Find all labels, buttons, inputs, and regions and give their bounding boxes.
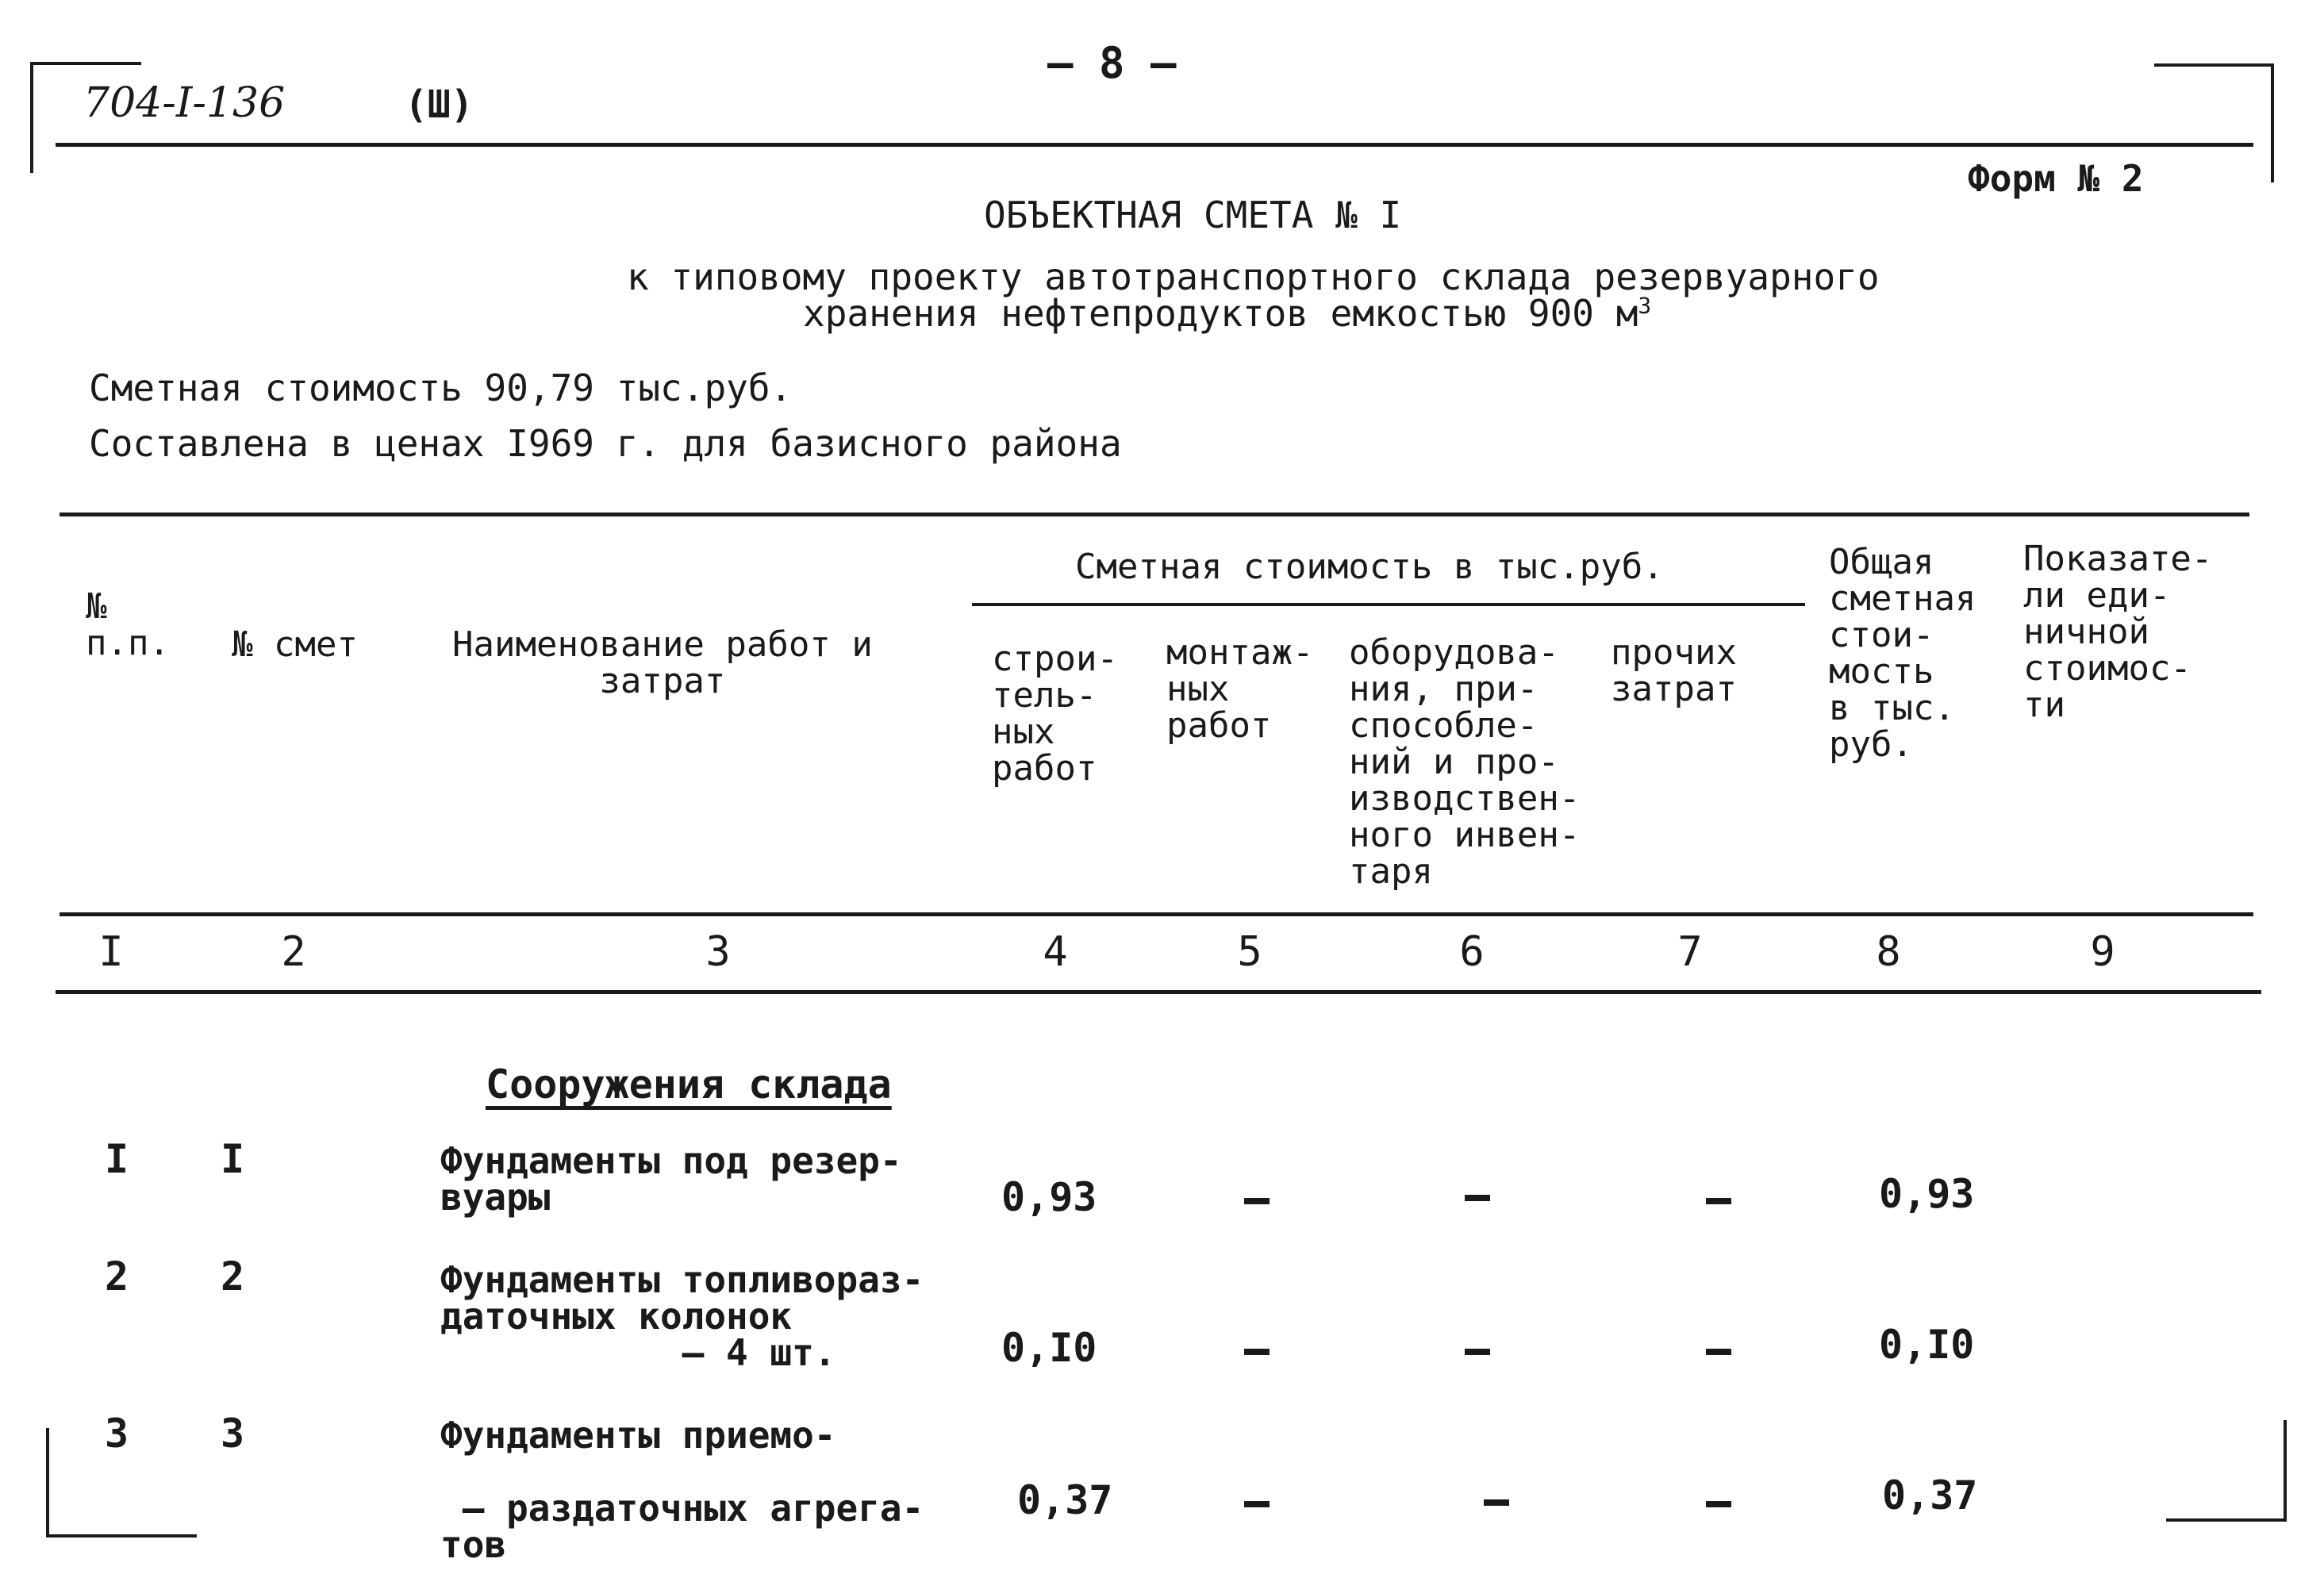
volume-label: (Ш) <box>405 83 474 127</box>
row-equipment-dash <box>1465 1195 1490 1201</box>
header-col2-estimate-number: № смет <box>232 624 358 665</box>
header-col7-other: прочих затрат <box>1611 632 1737 709</box>
row-equipment-dash <box>1465 1349 1490 1355</box>
document-title: ОБЪЕКТНАЯ СМЕТА № I <box>984 194 1402 236</box>
section-title: Сооружения склада <box>486 1061 892 1108</box>
row-construction-cost: 0,I0 <box>1001 1325 1097 1371</box>
header-col5-installation: монтаж- ных работ <box>1166 632 1314 746</box>
row-number: I <box>105 1136 129 1182</box>
subtitle-superscript: 3 <box>1638 292 1652 319</box>
row-total-cost: 0,I0 <box>1879 1322 1975 1368</box>
column-number-5: 5 <box>1237 928 1262 976</box>
frame-bottom-right <box>2166 1518 2287 1522</box>
row-total-cost: 0,37 <box>1882 1472 1978 1518</box>
row-work-name: Фундаменты топливораз- даточных колонок – 4 шт. <box>440 1258 924 1374</box>
column-number-6: 6 <box>1459 928 1485 976</box>
column-number-7: 7 <box>1677 928 1703 976</box>
column-numbers-rule <box>56 990 2261 994</box>
row-equipment-dash <box>1484 1499 1509 1506</box>
row-installation-dash <box>1244 1349 1270 1355</box>
row-estimate-number: 2 <box>221 1253 245 1300</box>
table-top-rule <box>60 513 2249 516</box>
row-estimate-number: I <box>221 1136 245 1182</box>
row-total-cost: 0,93 <box>1879 1171 1975 1217</box>
header-group-rule <box>972 603 1805 606</box>
frame-left-top <box>30 62 33 173</box>
header-group-cost: Сметная стоимость в тыс.руб. <box>1075 547 1664 587</box>
header-col8-total: Общая сметная стои- мость в тыс. руб. <box>1829 542 1976 765</box>
subtitle-text: хранения нефтепродуктов емкостью 900 м <box>803 292 1638 335</box>
document-subtitle-line1: к типовому проекту автотранспортного склада резервуарного <box>627 255 1880 298</box>
document-subtitle-line2 <box>803 292 1651 335</box>
row-other-dash <box>1706 1198 1731 1204</box>
column-number-9: 9 <box>2090 928 2115 976</box>
row-estimate-number: 3 <box>221 1411 245 1457</box>
column-number-4: 4 <box>1043 928 1068 976</box>
column-number-1: I <box>98 928 124 976</box>
row-number: 3 <box>105 1411 129 1457</box>
column-number-3: 3 <box>705 928 731 976</box>
row-installation-dash <box>1244 1198 1270 1204</box>
frame-right-bottom <box>2284 1420 2287 1522</box>
header-bottom-rule <box>60 912 2253 916</box>
row-work-name: Фундаменты приемо- – раздаточных агрега- тов <box>440 1414 924 1566</box>
row-other-dash <box>1706 1349 1731 1355</box>
row-installation-dash <box>1244 1501 1270 1507</box>
price-basis: Составлена в ценах I969 г. для базисного района <box>89 422 1122 465</box>
form-label: Форм № 2 <box>1968 157 2144 200</box>
header-col1-number: № п.п. <box>86 586 170 663</box>
frame-left-bottom <box>46 1428 49 1538</box>
column-number-8: 8 <box>1876 928 1901 976</box>
row-number: 2 <box>105 1253 129 1300</box>
frame-right-top <box>2271 63 2274 182</box>
row-construction-cost: 0,93 <box>1001 1174 1097 1220</box>
row-other-dash <box>1706 1501 1731 1507</box>
header-col6-equipment: оборудова- ния, при- способле- ний и про- изводствен- ного инвен- таря <box>1349 632 1581 892</box>
row-construction-cost: 0,37 <box>1017 1477 1113 1523</box>
page-number: — 8 — <box>1047 38 1177 88</box>
frame-bottom-left <box>46 1534 197 1538</box>
frame-top-right <box>2154 63 2273 67</box>
column-number-2: 2 <box>281 928 306 976</box>
header-col9-indicators: Показате- ли еди- ничной стоимос- ти <box>2023 539 2213 725</box>
header-col3-work-name: Наименование работ и затрат <box>452 624 873 701</box>
frame-top-left <box>30 62 141 65</box>
document-code: 704-I-136 <box>83 79 286 127</box>
estimate-cost: Сметная стоимость 90,79 тыс.руб. <box>89 367 793 409</box>
header-rule <box>56 143 2253 147</box>
header-col4-construction: строи- тель- ных работ <box>992 639 1118 789</box>
row-work-name: Фундаменты под резер- вуары <box>440 1139 902 1219</box>
